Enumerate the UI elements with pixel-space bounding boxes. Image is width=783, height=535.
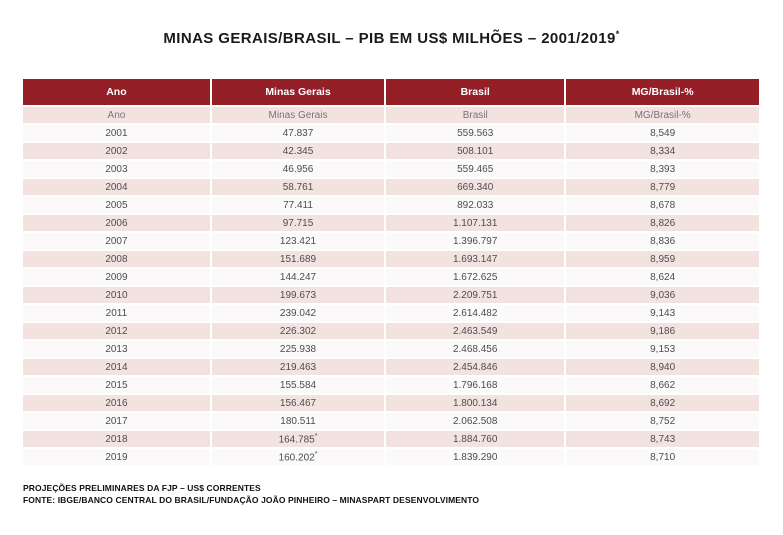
cell-minas-gerais: 155.584	[212, 377, 384, 393]
projection-asterisk: *	[314, 432, 318, 440]
cell-brasil: 2.463.549	[386, 323, 564, 339]
cell-mg-brasil-pct: 9,153	[566, 341, 759, 357]
cell-mg-brasil-pct: MG/Brasil-%	[566, 107, 759, 123]
cell-minas-gerais: 123.421	[212, 233, 384, 249]
table-row	[23, 413, 759, 429]
cell-mg-brasil-pct: 8,836	[566, 233, 759, 249]
table-row	[23, 449, 759, 465]
cell-minas-gerais: 156.467	[212, 395, 384, 411]
column-header-mg-brasil-pct: MG/Brasil-%	[566, 79, 759, 105]
table-row	[23, 251, 759, 267]
cell-brasil: 1.839.290	[386, 449, 564, 465]
cell-mg-brasil-pct: 8,624	[566, 269, 759, 285]
table-row	[23, 431, 759, 447]
table-row	[23, 287, 759, 303]
cell-ano: 2003	[23, 161, 210, 177]
cell-ano: 2007	[23, 233, 210, 249]
page-title-asterisk: *	[615, 29, 620, 39]
cell-mg-brasil-pct: 9,186	[566, 323, 759, 339]
cell-minas-gerais: 97.715	[212, 215, 384, 231]
cell-minas-gerais: 239.042	[212, 305, 384, 321]
footnotes	[23, 483, 479, 506]
cell-brasil: 2.454.846	[386, 359, 564, 375]
cell-ano: 2014	[23, 359, 210, 375]
cell-brasil: 669.340	[386, 179, 564, 195]
cell-brasil: 1.396.797	[386, 233, 564, 249]
cell-brasil: 2.209.751	[386, 287, 564, 303]
column-header-minas-gerais: Minas Gerais	[212, 79, 384, 105]
cell-mg-brasil-pct: 8,692	[566, 395, 759, 411]
table-row	[23, 215, 759, 231]
table-row	[23, 161, 759, 177]
cell-ano: 2011	[23, 305, 210, 321]
cell-brasil: 2.614.482	[386, 305, 564, 321]
table-row	[23, 377, 759, 393]
cell-minas-gerais: 151.689	[212, 251, 384, 267]
cell-mg-brasil-pct: 8,549	[566, 125, 759, 141]
cell-minas-gerais: 46.956	[212, 161, 384, 177]
cell-ano: 2016	[23, 395, 210, 411]
table-row	[23, 179, 759, 195]
table-row	[23, 269, 759, 285]
table-row	[23, 323, 759, 339]
cell-mg-brasil-pct: 8,826	[566, 215, 759, 231]
footnote-projections: PROJEÇÕES PRELIMINARES DA FJP – US$ CORRENTES	[23, 483, 261, 493]
cell-brasil: 1.672.625	[386, 269, 564, 285]
cell-mg-brasil-pct: 9,143	[566, 305, 759, 321]
cell-minas-gerais: 219.463	[212, 359, 384, 375]
column-header-brasil: Brasil	[386, 79, 564, 105]
page-title-text: MINAS GERAIS/BRASIL – PIB EM US$ MILHÕES – 2001/2019	[163, 30, 616, 47]
cell-brasil: 2.468.456	[386, 341, 564, 357]
cell-brasil: 1.107.131	[386, 215, 564, 231]
cell-minas-gerais: 42.345	[212, 143, 384, 159]
cell-minas-gerais: 47.837	[212, 125, 384, 141]
pib-table-container	[21, 77, 761, 467]
table-row	[23, 197, 759, 213]
cell-ano: 2015	[23, 377, 210, 393]
cell-minas-gerais: 226.302	[212, 323, 384, 339]
table-body	[23, 107, 759, 465]
cell-ano: 2010	[23, 287, 210, 303]
cell-mg-brasil-pct: 8,940	[566, 359, 759, 375]
cell-minas-gerais: 164.785*	[212, 431, 384, 447]
cell-brasil: 1.800.134	[386, 395, 564, 411]
cell-minas-gerais: 180.511	[212, 413, 384, 429]
table-header-row	[23, 79, 759, 105]
cell-ano: 2019	[23, 449, 210, 465]
footnote-source: FONTE: IBGE/BANCO CENTRAL DO BRASIL/FUNDAÇÃO JOÃO PINHEIRO – MINASPART DESENVOLVIMENTO	[23, 494, 480, 505]
cell-mg-brasil-pct: 8,743	[566, 431, 759, 447]
table-row	[23, 125, 759, 141]
cell-ano: 2018	[23, 431, 210, 447]
cell-minas-gerais: 225.938	[212, 341, 384, 357]
cell-ano: 2008	[23, 251, 210, 267]
cell-brasil: 559.465	[386, 161, 564, 177]
cell-brasil: 1.796.168	[386, 377, 564, 393]
cell-minas-gerais: 77.411	[212, 197, 384, 213]
cell-brasil: 1.693.147	[386, 251, 564, 267]
cell-ano: 2006	[23, 215, 210, 231]
cell-mg-brasil-pct: 8,779	[566, 179, 759, 195]
cell-minas-gerais: 58.761	[212, 179, 384, 195]
cell-ano: 2012	[23, 323, 210, 339]
cell-ano: Ano	[23, 107, 210, 123]
cell-minas-gerais: 199.673	[212, 287, 384, 303]
cell-brasil: 1.884.760	[386, 431, 564, 447]
cell-ano: 2005	[23, 197, 210, 213]
table-row	[23, 395, 759, 411]
page-title	[0, 29, 783, 47]
table-row	[23, 233, 759, 249]
pib-table	[21, 77, 761, 467]
table-row	[23, 143, 759, 159]
cell-mg-brasil-pct: 8,678	[566, 197, 759, 213]
cell-mg-brasil-pct: 8,752	[566, 413, 759, 429]
cell-ano: 2002	[23, 143, 210, 159]
cell-minas-gerais: 144.247	[212, 269, 384, 285]
cell-mg-brasil-pct: 8,662	[566, 377, 759, 393]
cell-mg-brasil-pct: 8,710	[566, 449, 759, 465]
cell-ano: 2004	[23, 179, 210, 195]
cell-ano: 2013	[23, 341, 210, 357]
table-row	[23, 305, 759, 321]
table-header	[23, 79, 759, 105]
cell-minas-gerais: 160.202*	[212, 449, 384, 465]
cell-ano: 2017	[23, 413, 210, 429]
cell-brasil: 559.563	[386, 125, 564, 141]
cell-brasil: 508.101	[386, 143, 564, 159]
cell-brasil: 2.062.508	[386, 413, 564, 429]
table-row	[23, 341, 759, 357]
cell-mg-brasil-pct: 8,334	[566, 143, 759, 159]
cell-mg-brasil-pct: 8,959	[566, 251, 759, 267]
cell-minas-gerais: Minas Gerais	[212, 107, 384, 123]
cell-brasil: Brasil	[386, 107, 564, 123]
cell-mg-brasil-pct: 9,036	[566, 287, 759, 303]
cell-mg-brasil-pct: 8,393	[566, 161, 759, 177]
table-subheader-row	[23, 107, 759, 123]
projection-asterisk: *	[314, 450, 318, 458]
table-row	[23, 359, 759, 375]
column-header-ano: Ano	[23, 79, 210, 105]
cell-ano: 2009	[23, 269, 210, 285]
cell-brasil: 892.033	[386, 197, 564, 213]
cell-ano: 2001	[23, 125, 210, 141]
